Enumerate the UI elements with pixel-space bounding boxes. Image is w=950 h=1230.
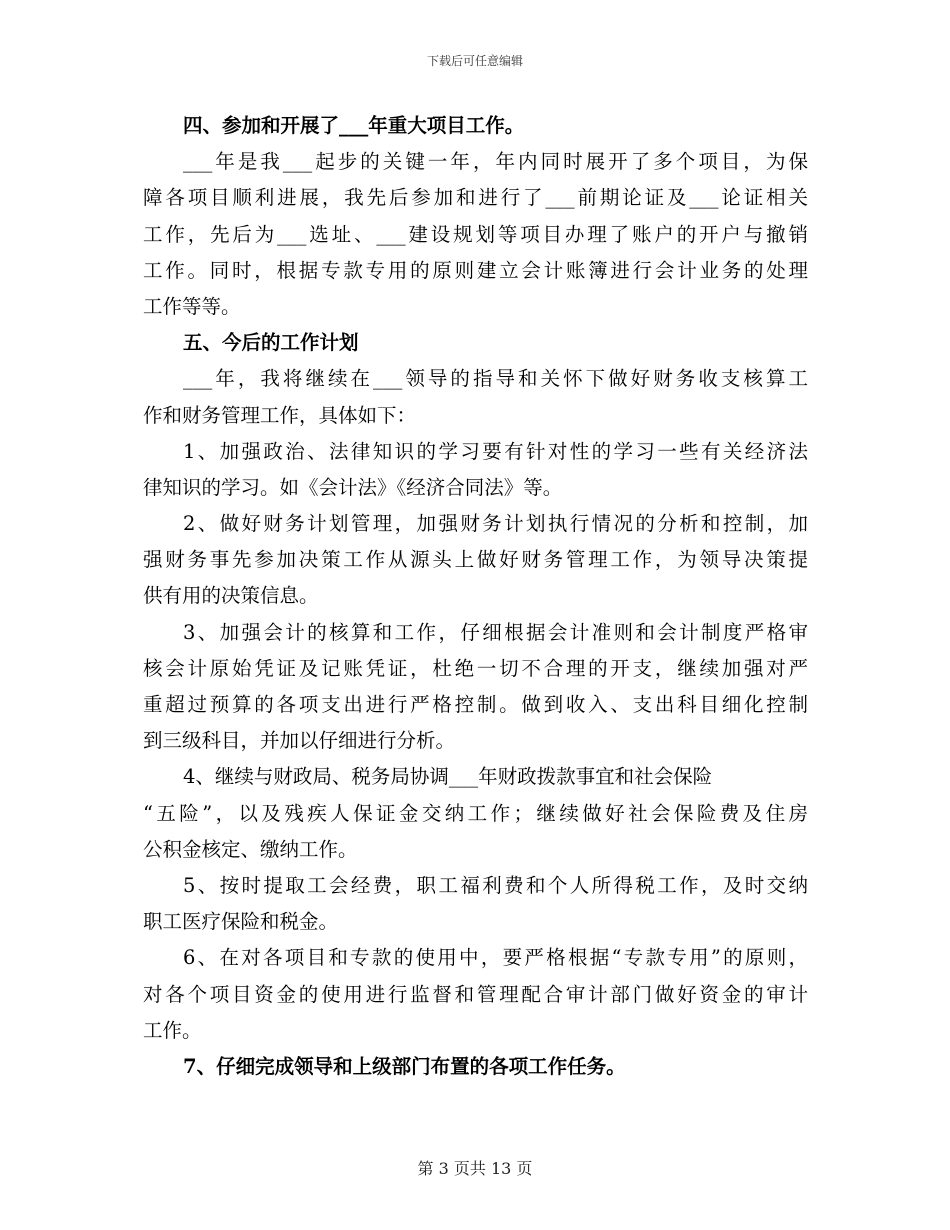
body-text-line: “五险”，以及残疾人保证金交纳工作；继续做好社会保险费及住房 — [143, 801, 808, 825]
section-heading-line: 四、参加和开展了___年重大项目工作。 — [183, 114, 525, 137]
body-text-line: 律知识的学习。如《会计法》《经济合同法》等。 — [143, 475, 563, 499]
page-header: 下载后可任意编辑 — [426, 54, 523, 68]
body-text-line: 核会计原始凭证及记账凭证，杜绝一切不合理的开支，继续加强对严 — [143, 656, 808, 680]
body-text-line: ___年是我___起步的关键一年，年内同时展开了多个项目，为保 — [183, 150, 808, 174]
body-text-line: 5、按时提取工会经费，职工福利费和个人所得税工作，及时交纳 — [183, 873, 808, 897]
body-text-line: 公积金核定、缴纳工作。 — [143, 837, 358, 861]
body-text-line: 职工医疗保险和税金。 — [143, 910, 339, 934]
body-text-line: 4、继续与财政局、税务局协调___年财政拨款事宜和社会保险 — [183, 765, 713, 789]
body-text-line: 障各项目顺利进展，我先后参加和进行了___前期论证及___论证相关 — [143, 186, 808, 210]
section-heading-line: 五、今后的工作计划 — [183, 331, 359, 355]
body-text-line: 工作，先后为___选址、___建设规划等项目办理了账户的开户与撤销 — [143, 222, 808, 246]
body-text-line: 对各个项目资金的使用进行监督和管理配合审计部门做好资金的审计 — [143, 982, 808, 1006]
document-body — [143, 108, 808, 1085]
body-text-line: 2、做好财务计划管理，加强财务计划执行情况的分析和控制，加 — [183, 512, 808, 536]
page-footer: 第 3 页共 13 页 — [417, 1159, 533, 1178]
body-text-line: 供有用的决策信息。 — [143, 584, 319, 608]
body-text-line: 工作。 — [143, 1018, 202, 1042]
body-text-line: 6、在对各项目和专款的使用中，要严格根据“专款专用”的原则， — [183, 946, 808, 970]
body-text-line: 1、加强政治、法律知识的学习要有针对性的学习一些有关经济法 — [183, 439, 808, 463]
body-text-line: 工作。同时，根据专款专用的原则建立会计账簿进行会计业务的处理 — [143, 258, 808, 282]
body-text-line: 工作等等。 — [143, 294, 241, 318]
body-text-line: 作和财务管理工作，具体如下： — [143, 403, 417, 427]
section-heading-line: 7、仔细完成领导和上级部门布置的各项工作任务。 — [183, 1054, 626, 1078]
body-text-line: 强财务事先参加决策工作从源头上做好财务管理工作，为领导决策提 — [143, 548, 808, 572]
body-text-line: 到三级科目，并加以仔细进行分析。 — [143, 729, 456, 753]
body-text-line: 3、加强会计的核算和工作，仔细根据会计准则和会计制度严格审 — [183, 620, 808, 644]
body-text-line: 重超过预算的各项支出进行严格控制。做到收入、支出科目细化控制 — [143, 693, 808, 716]
body-text-line: ___年，我将继续在___领导的指导和关怀下做好财务收支核算工 — [183, 367, 808, 391]
